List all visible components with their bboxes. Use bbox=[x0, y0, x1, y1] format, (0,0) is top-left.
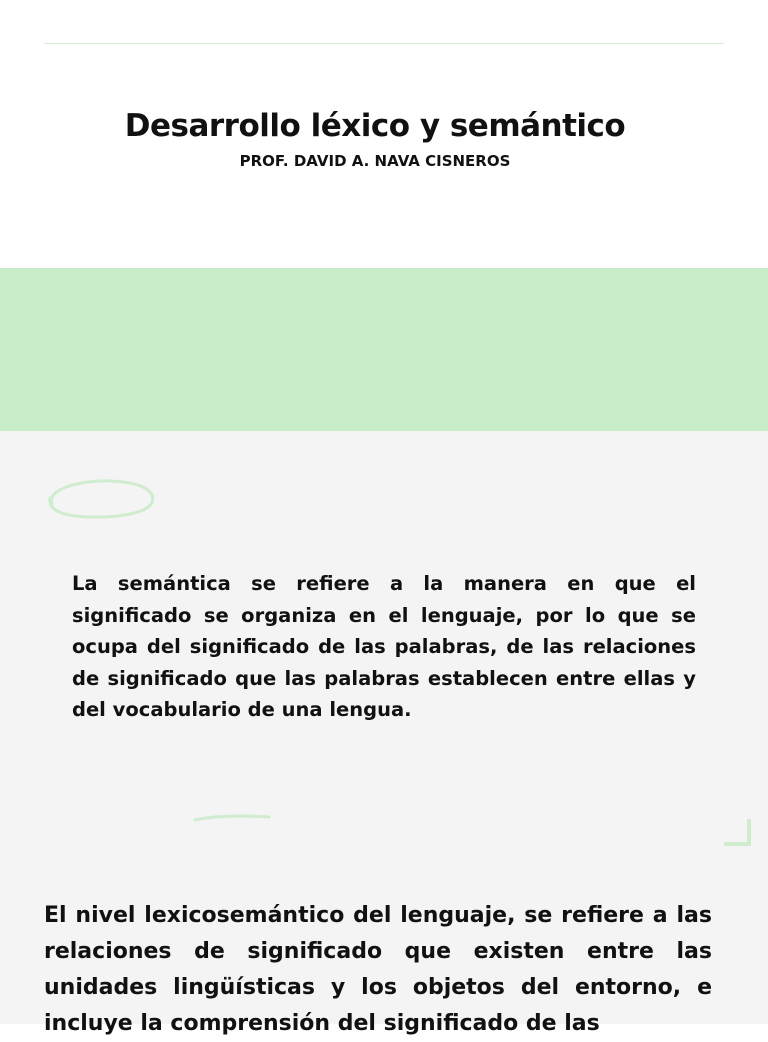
lexicosemantic-paragraph: El nivel lexicosemántico del lenguaje, se refiere a las relaciones de significado que existen entre las unidades lingüísticas y los objetos del entorno, e incluye la comprensión del significado de las bbox=[44, 903, 712, 1036]
green-accent-band bbox=[0, 268, 768, 431]
top-divider bbox=[44, 43, 724, 44]
decorative-corner-icon bbox=[720, 815, 754, 849]
title-slide bbox=[0, 0, 768, 268]
author-subtitle: PROF. DAVID A. NAVA CISNEROS bbox=[239, 152, 511, 170]
decorative-oval-icon bbox=[44, 476, 156, 522]
decorative-stroke-icon bbox=[192, 812, 272, 824]
semantics-paragraph: La semántica se refiere a la manera en que el significado se organiza en el lenguaje, por lo que se ocupa del significado de las palabras, de las relaciones de significado que las palabras establecen entre ellas y del vocabulario de una lengua. bbox=[72, 572, 696, 721]
page-title: Desarrollo léxico y semántico bbox=[124, 108, 626, 144]
